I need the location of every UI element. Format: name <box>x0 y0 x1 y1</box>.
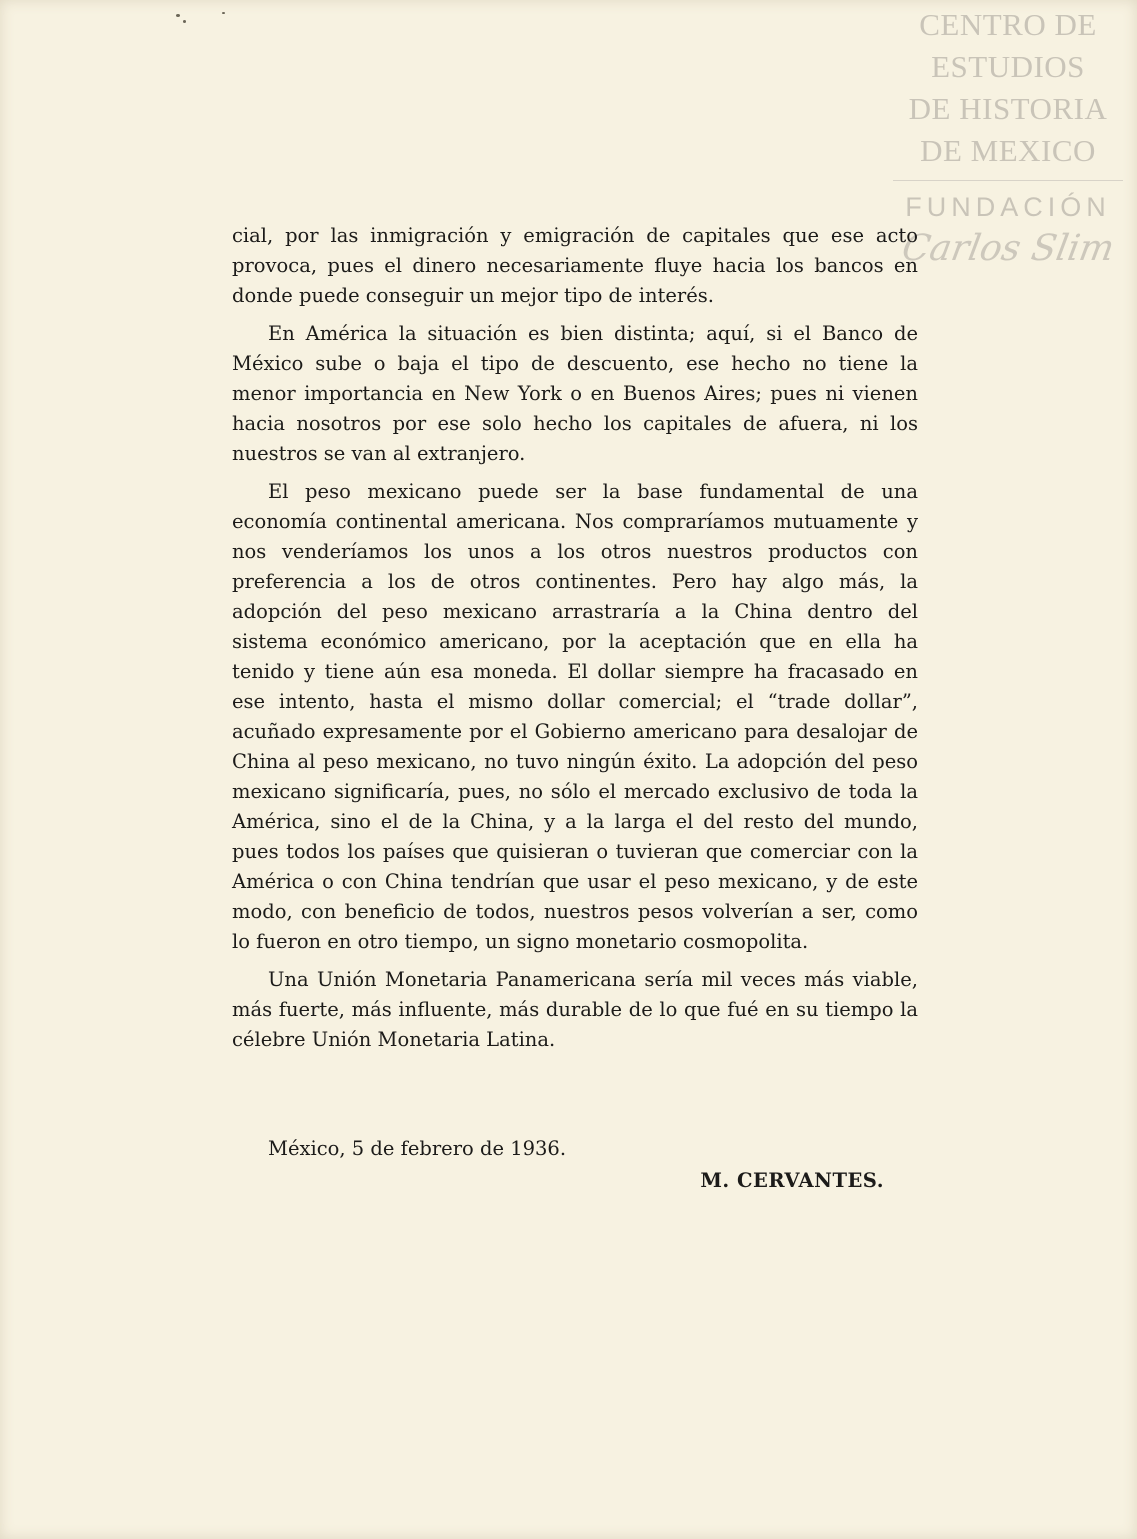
paragraph: En América la situación es bien distinta; aquí, si el Banco de México sube o baja el tipo de descuento, ese hecho no tiene la menor importancia en New York o en Buenos Aires; pues ni vienen hacia nosotros por ese solo hecho los capitales de afuera, ni los nuestros se van al extranjero. <box>232 322 918 465</box>
body-text <box>232 221 918 1063</box>
paper-speck <box>183 20 186 23</box>
watermark-line: CENTRO DE <box>919 7 1097 42</box>
paragraph: Una Unión Monetaria Panamericana sería mil veces más viable, más fuerte, más influente, más durable de lo que fué en su tiempo la célebre Unión Monetaria Latina. <box>232 968 918 1051</box>
archive-watermark <box>893 4 1123 273</box>
paper-speck <box>176 14 180 17</box>
dateline: México, 5 de febrero de 1936. <box>268 1137 567 1160</box>
watermark-line: DE HISTORIA <box>908 91 1108 126</box>
watermark-fundacion: FUNDACIÓN <box>893 180 1123 225</box>
watermark-line: ESTUDIOS <box>931 49 1085 84</box>
watermark-signature: Carlos Slim <box>898 228 1118 269</box>
paper-speck <box>222 12 225 14</box>
watermark-line: DE MEXICO <box>920 133 1096 168</box>
paragraph: cial, por las inmigración y emigración de capitales que ese acto provoca, pues el dinero necesariamente fluye hacia los bancos en donde puede conseguir un mejor tipo de interés. <box>232 224 918 307</box>
author-signature: M. CERVANTES. <box>700 1169 884 1192</box>
paragraph: El peso mexicano puede ser la base fundamental de una economía continental americana. Nos compraríamos mutuamente y nos venderíamos los unos a los otros nuestros productos con preferencia a los de otros continentes. Pero hay algo más, la adopción del peso mexicano arrastraría a la China dentro del sistema económico americano, por la aceptación que en ella ha tenido y tiene aún esa moneda. El dollar siempre ha fracasado en ese intento, hasta el mismo dollar comercial; el “trade dollar”, acuñado expresamente por el Gobierno americano para desalojar de China al peso mexicano, no tuvo ningún éxito. La adopción del peso mexicano significaría, pues, no sólo el mercado exclusivo de toda la América, sino el de la China, y a la larga el del resto del mundo, pues todos los países que quisieran o tuvieran que comerciar con la América o con China tendrían que usar el peso mexicano, y de este modo, con beneficio de todos, nuestros pesos volverían a ser, como lo fueron en otro tiempo, un signo monetario cosmopolita. <box>232 480 918 953</box>
